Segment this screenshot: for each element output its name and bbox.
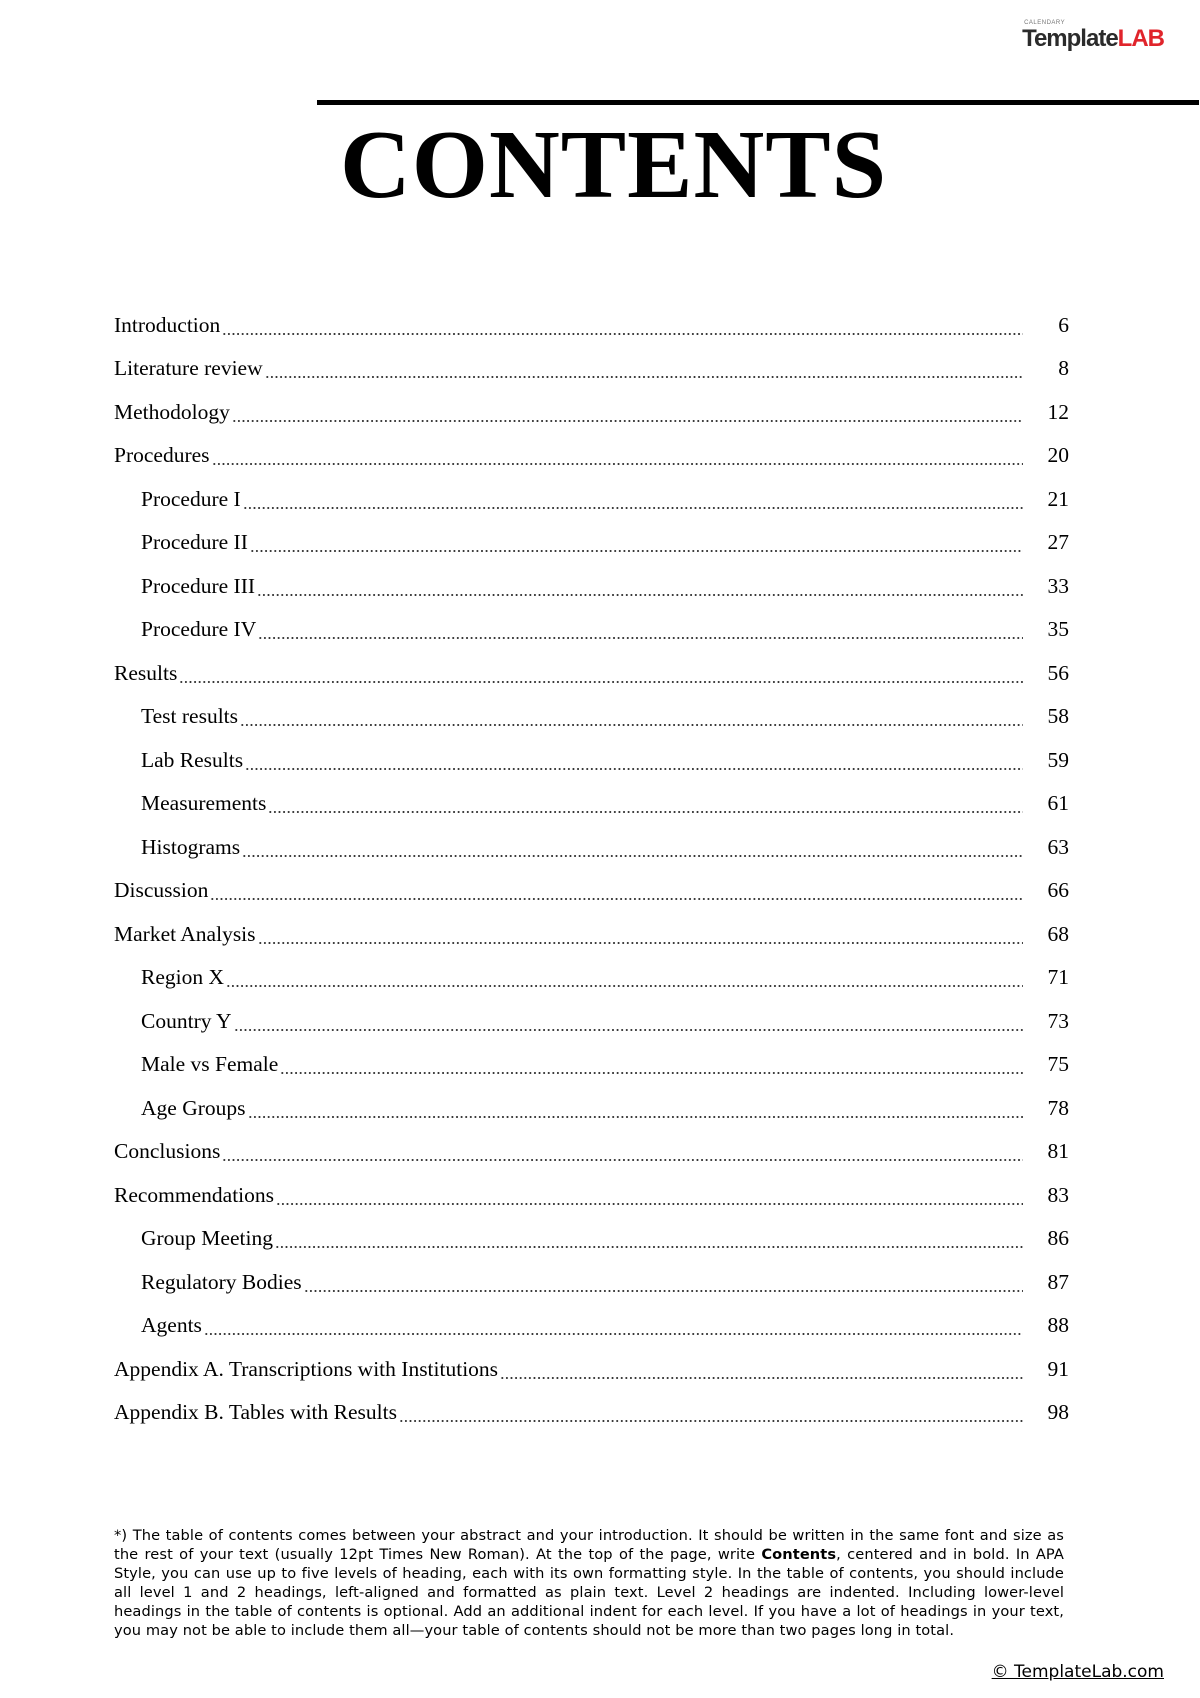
toc-entry[interactable]	[114, 651, 1069, 695]
toc-entry-label: Region X	[141, 965, 225, 990]
toc-entry[interactable]	[114, 390, 1069, 434]
toc-dot-leader	[179, 670, 1023, 684]
toc-entry-label: Age Groups	[141, 1095, 246, 1120]
toc-entry[interactable]	[114, 1391, 1069, 1435]
templatelab-logo	[1022, 20, 1164, 52]
toc-entry[interactable]	[114, 347, 1069, 391]
toc-entry[interactable]	[114, 738, 1069, 782]
toc-dot-leader	[275, 1235, 1023, 1249]
footnote-text-end: , centered and in bold. In APA Style, you can use up to five levels of heading, each with its own formatting style. In the table of contents, you should include all level 1 and 2 headings, left-aligned and formatted as plain text. Level 2 headings are indented. Including lower-level headings in the table of contents is optional. Add an additional indent for each level. If you have a lot of headings in your text, you may not be able to include them all—your table of contents should not be more than two pages long in total.	[114, 1546, 1064, 1639]
toc-dot-leader	[258, 931, 1023, 945]
toc-dot-leader	[212, 452, 1023, 466]
toc-entry-page-number: 59	[1047, 747, 1069, 772]
toc-entry-page-number: 27	[1047, 530, 1069, 555]
toc-entry-page-number: 61	[1047, 791, 1069, 816]
toc-entry-label: Male vs Female	[141, 1052, 279, 1077]
toc-dot-leader	[250, 539, 1023, 553]
toc-entry-label: Results	[114, 660, 178, 685]
toc-dot-leader	[245, 757, 1023, 771]
toc-entry[interactable]	[114, 869, 1069, 913]
toc-entry-label: Procedure III	[141, 573, 256, 598]
toc-dot-leader	[257, 583, 1023, 597]
toc-entry-page-number: 81	[1047, 1139, 1069, 1164]
toc-entry[interactable]	[114, 956, 1069, 1000]
toc-entry-page-number: 20	[1047, 443, 1069, 468]
toc-entry[interactable]	[114, 564, 1069, 608]
toc-dot-leader	[276, 1192, 1023, 1206]
toc-entry[interactable]	[114, 1130, 1069, 1174]
logo-wordmark	[1022, 25, 1164, 52]
toc-entry-label: Procedure II	[141, 530, 248, 555]
toc-dot-leader	[304, 1279, 1023, 1293]
toc-entry-page-number: 91	[1047, 1356, 1069, 1381]
toc-entry[interactable]	[114, 999, 1069, 1043]
toc-entry-label: Group Meeting	[141, 1226, 273, 1251]
toc-entry-page-number: 87	[1047, 1269, 1069, 1294]
toc-entry-label: Market Analysis	[114, 921, 256, 946]
footnote	[114, 1526, 1064, 1640]
title-rule	[317, 100, 1199, 105]
toc-entry-page-number: 6	[1058, 312, 1069, 337]
toc-entry[interactable]	[114, 608, 1069, 652]
toc-entry[interactable]	[114, 782, 1069, 826]
toc-entry-page-number: 78	[1047, 1095, 1069, 1120]
toc-dot-leader	[243, 496, 1023, 510]
toc-entry-page-number: 88	[1047, 1313, 1069, 1338]
toc-entry-label: Procedure IV	[141, 617, 257, 642]
footnote-text-start: *) The table of contents comes between your abstract and your introduction. It should be written in the same font and size as the rest of your text (usually 12pt Times New Roman). At the top of the page, write	[114, 1527, 1064, 1563]
toc-dot-leader	[232, 409, 1023, 423]
toc-entry-page-number: 66	[1047, 878, 1069, 903]
toc-dot-leader	[280, 1061, 1023, 1075]
toc-entry[interactable]	[114, 1260, 1069, 1304]
toc-entry-label: Appendix A. Transcriptions with Institutions	[114, 1356, 499, 1381]
toc-entry-label: Test results	[141, 704, 239, 729]
toc-dot-leader	[210, 887, 1023, 901]
toc-dot-leader	[258, 626, 1023, 640]
toc-entry-page-number: 73	[1047, 1008, 1069, 1033]
toc-dot-leader	[226, 974, 1023, 988]
toc-entry-page-number: 63	[1047, 834, 1069, 859]
toc-entry-page-number: 98	[1047, 1400, 1069, 1425]
toc-dot-leader	[500, 1366, 1023, 1380]
toc-entry[interactable]	[114, 1173, 1069, 1217]
toc-entry-page-number: 12	[1047, 399, 1069, 424]
logo-wordmark-lab: LAB	[1117, 25, 1164, 52]
toc-entry-label: Procedures	[114, 443, 210, 468]
toc-dot-leader	[240, 713, 1023, 727]
toc-entry[interactable]	[114, 303, 1069, 347]
copyright-link[interactable]: © TemplateLab.com	[991, 1662, 1164, 1682]
toc-entry-page-number: 21	[1047, 486, 1069, 511]
toc-entry-page-number: 83	[1047, 1182, 1069, 1207]
toc-entry-page-number: 75	[1047, 1052, 1069, 1077]
logo-tagline: CALENDARY	[1024, 20, 1066, 26]
toc-entry[interactable]	[114, 695, 1069, 739]
toc-entry-label: Methodology	[114, 399, 230, 424]
toc-entry[interactable]	[114, 1086, 1069, 1130]
toc-dot-leader	[234, 1018, 1023, 1032]
toc-entry-label: Measurements	[141, 791, 267, 816]
toc-entry-page-number: 56	[1047, 660, 1069, 685]
toc-entry-label: Country Y	[141, 1008, 232, 1033]
logo-wordmark-template: Template	[1022, 25, 1118, 52]
toc-entry-label: Lab Results	[141, 747, 244, 772]
toc-entry-page-number: 68	[1047, 921, 1069, 946]
toc-dot-leader	[204, 1322, 1023, 1336]
page-title: CONTENTS	[340, 111, 888, 219]
toc-entry-page-number: 58	[1047, 704, 1069, 729]
toc-entry[interactable]	[114, 1347, 1069, 1391]
toc-entry-label: Procedure I	[141, 486, 241, 511]
toc-entry-label: Recommendations	[114, 1182, 275, 1207]
toc-entry-label: Agents	[141, 1313, 202, 1338]
toc-dot-leader	[268, 800, 1023, 814]
toc-entry[interactable]	[114, 912, 1069, 956]
table-of-contents	[114, 303, 1069, 1434]
toc-dot-leader	[399, 1409, 1023, 1423]
toc-entry[interactable]	[114, 1043, 1069, 1087]
toc-entry[interactable]	[114, 1217, 1069, 1261]
toc-entry[interactable]	[114, 521, 1069, 565]
toc-dot-leader	[242, 844, 1023, 858]
toc-entry-page-number: 33	[1047, 573, 1069, 598]
toc-entry[interactable]	[114, 825, 1069, 869]
toc-entry-label: Conclusions	[114, 1139, 221, 1164]
toc-entry[interactable]	[114, 477, 1069, 521]
toc-dot-leader	[222, 322, 1023, 336]
toc-entry-page-number: 86	[1047, 1226, 1069, 1251]
toc-dot-leader	[248, 1105, 1024, 1119]
toc-entry-label: Introduction	[114, 312, 221, 337]
toc-entry[interactable]	[114, 434, 1069, 478]
toc-entry[interactable]	[114, 1304, 1069, 1348]
toc-entry-label: Literature review	[114, 356, 263, 381]
toc-entry-label: Appendix B. Tables with Results	[114, 1400, 397, 1425]
toc-dot-leader	[265, 365, 1023, 379]
toc-entry-page-number: 71	[1047, 965, 1069, 990]
toc-entry-label: Regulatory Bodies	[141, 1269, 302, 1294]
toc-entry-page-number: 8	[1058, 356, 1069, 381]
toc-entry-label: Discussion	[114, 878, 209, 903]
toc-dot-leader	[222, 1148, 1023, 1162]
toc-entry-page-number: 35	[1047, 617, 1069, 642]
toc-entry-label: Histograms	[141, 834, 241, 859]
footnote-bold-word: Contents	[761, 1546, 837, 1563]
